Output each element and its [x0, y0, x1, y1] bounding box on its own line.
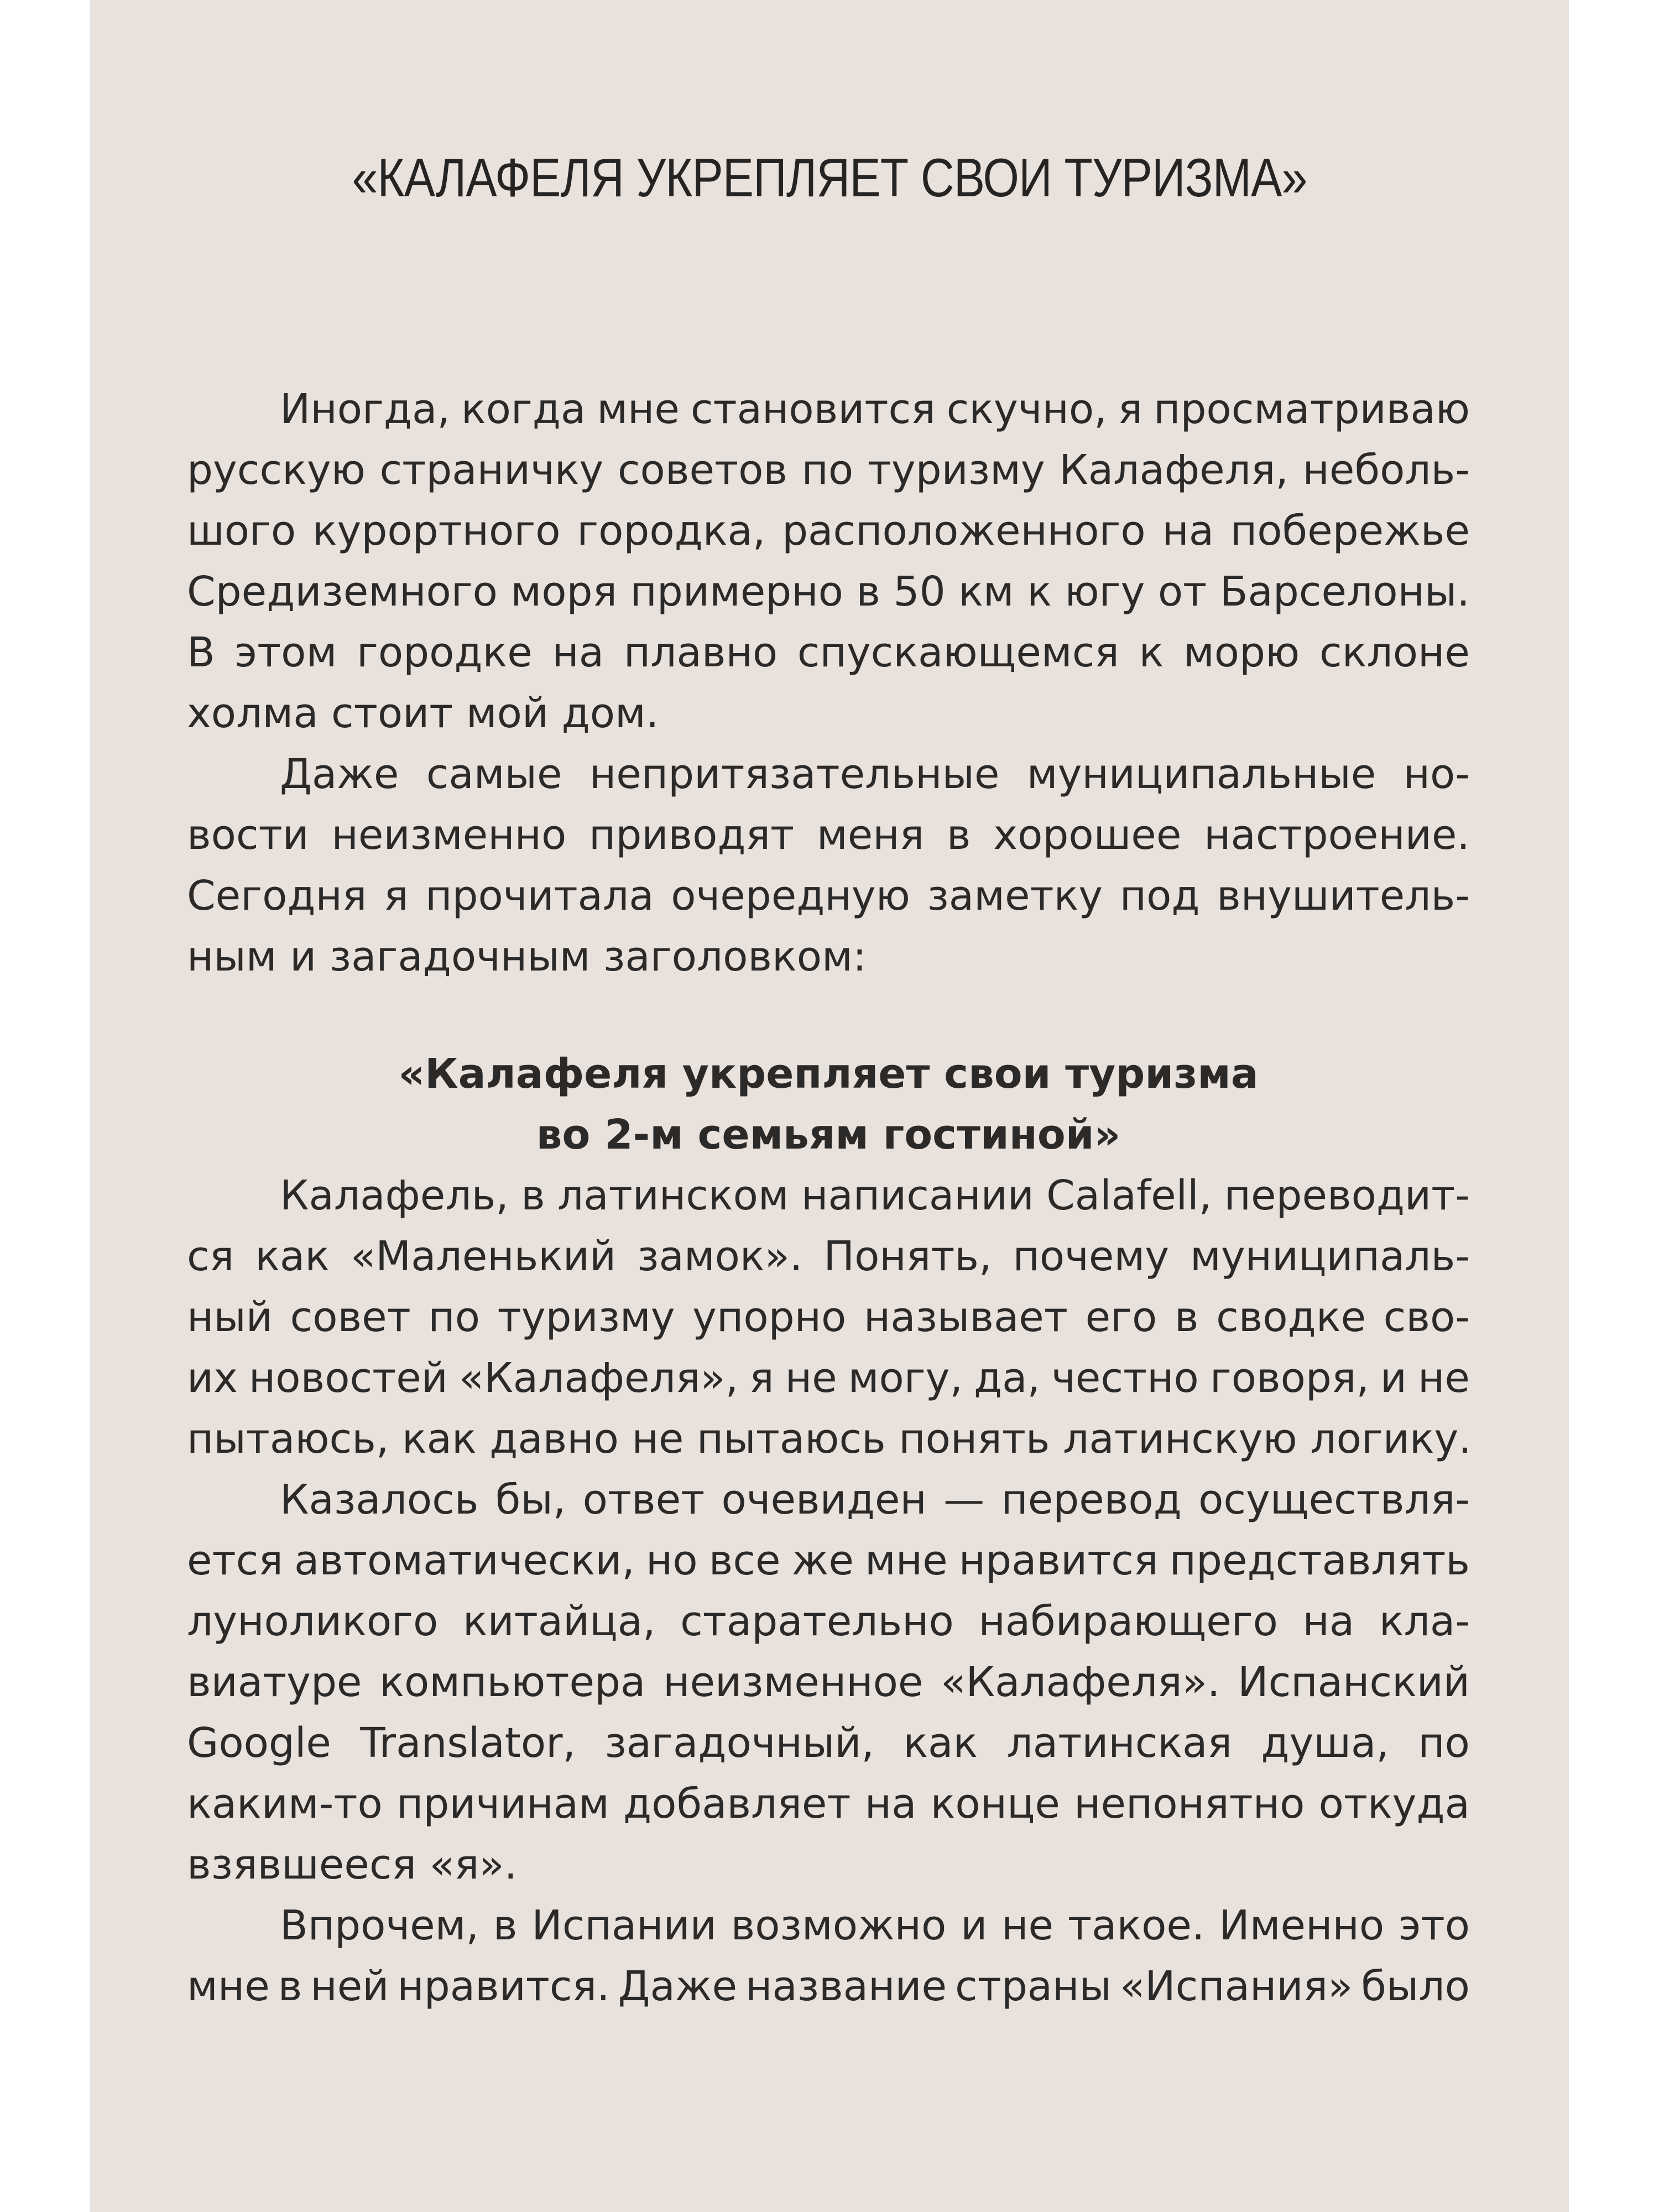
text-line: каким-то причинам добавляет на конце непонятно откуда [187, 1780, 1470, 1828]
text-line: русскую страничку советов по туризму Калафеля, неболь- [187, 446, 1470, 494]
text-line: ся как «Маленький замок». Понять, почему муниципаль- [187, 1233, 1470, 1280]
article-headline-line2: во 2-м семьям гостиной» [536, 1111, 1121, 1159]
paragraph [187, 1895, 1470, 2017]
text-line: Казалось бы, ответ очевиден — перевод осуществля- [280, 1476, 1470, 1524]
text-line: взявшееся «я». [187, 1841, 518, 1888]
running-header: «КАЛАФЕЛЯ УКРЕПЛЯЕТ СВОИ ТУРИЗМА» [352, 147, 1307, 208]
text-line: виатуре компьютера неизменное «Калафеля». Испанский [187, 1658, 1470, 1706]
paragraph [187, 1165, 1470, 1469]
text-line: Средиземного моря примерно в 50 км к югу от Барселоны. [187, 568, 1470, 615]
text-line: Впрочем, в Испании возможно и не такое. Именно это [280, 1902, 1470, 1949]
paragraph [187, 379, 1470, 744]
text-line: вости неизменно приводят меня в хорошее настроение. [187, 811, 1470, 859]
text-line: мне в ней нравится. Даже название страны «Испания» было [187, 1963, 1470, 2010]
text-line: пытаюсь, как давно не пытаюсь понять латинскую логику. [187, 1415, 1472, 1463]
text-line: их новостей «Калафеля», я не могу, да, честно говоря, и не [187, 1354, 1470, 1402]
text-line: шого курортного городка, расположенного на побережье [187, 507, 1470, 555]
text-line: Даже самые непритязательные муниципальные но- [280, 750, 1470, 798]
book-page [90, 0, 1569, 2212]
spacer [187, 987, 1470, 1044]
text-line: В этом городке на плавно спускающемся к морю склоне [187, 629, 1470, 676]
paragraph [187, 744, 1470, 987]
text-line: холма стоит мой дом. [187, 690, 659, 737]
text-line: Калафель, в латинском написании Calafell, переводит- [280, 1172, 1470, 1219]
text-line: Google Translator, загадочный, как латинская душа, по [187, 1719, 1470, 1767]
body-text [187, 379, 1470, 2017]
article-headline-line1: «Калафеля укрепляет свои туризма [398, 1050, 1259, 1098]
paragraph [187, 1469, 1470, 1895]
text-line: ным и загадочным заголовком: [187, 933, 867, 980]
text-line: ный совет по туризму упорно называет его в сводке сво- [187, 1293, 1470, 1341]
text-line: Сегодня я прочитала очередную заметку под внушитель- [187, 872, 1470, 920]
text-line: Иногда, когда мне становится скучно, я просматриваю [280, 385, 1470, 433]
text-line: ется автоматически, но все же мне нравится представлять [187, 1537, 1470, 1584]
text-line: луноликого китайца, старательно набирающего на кла- [187, 1598, 1470, 1645]
